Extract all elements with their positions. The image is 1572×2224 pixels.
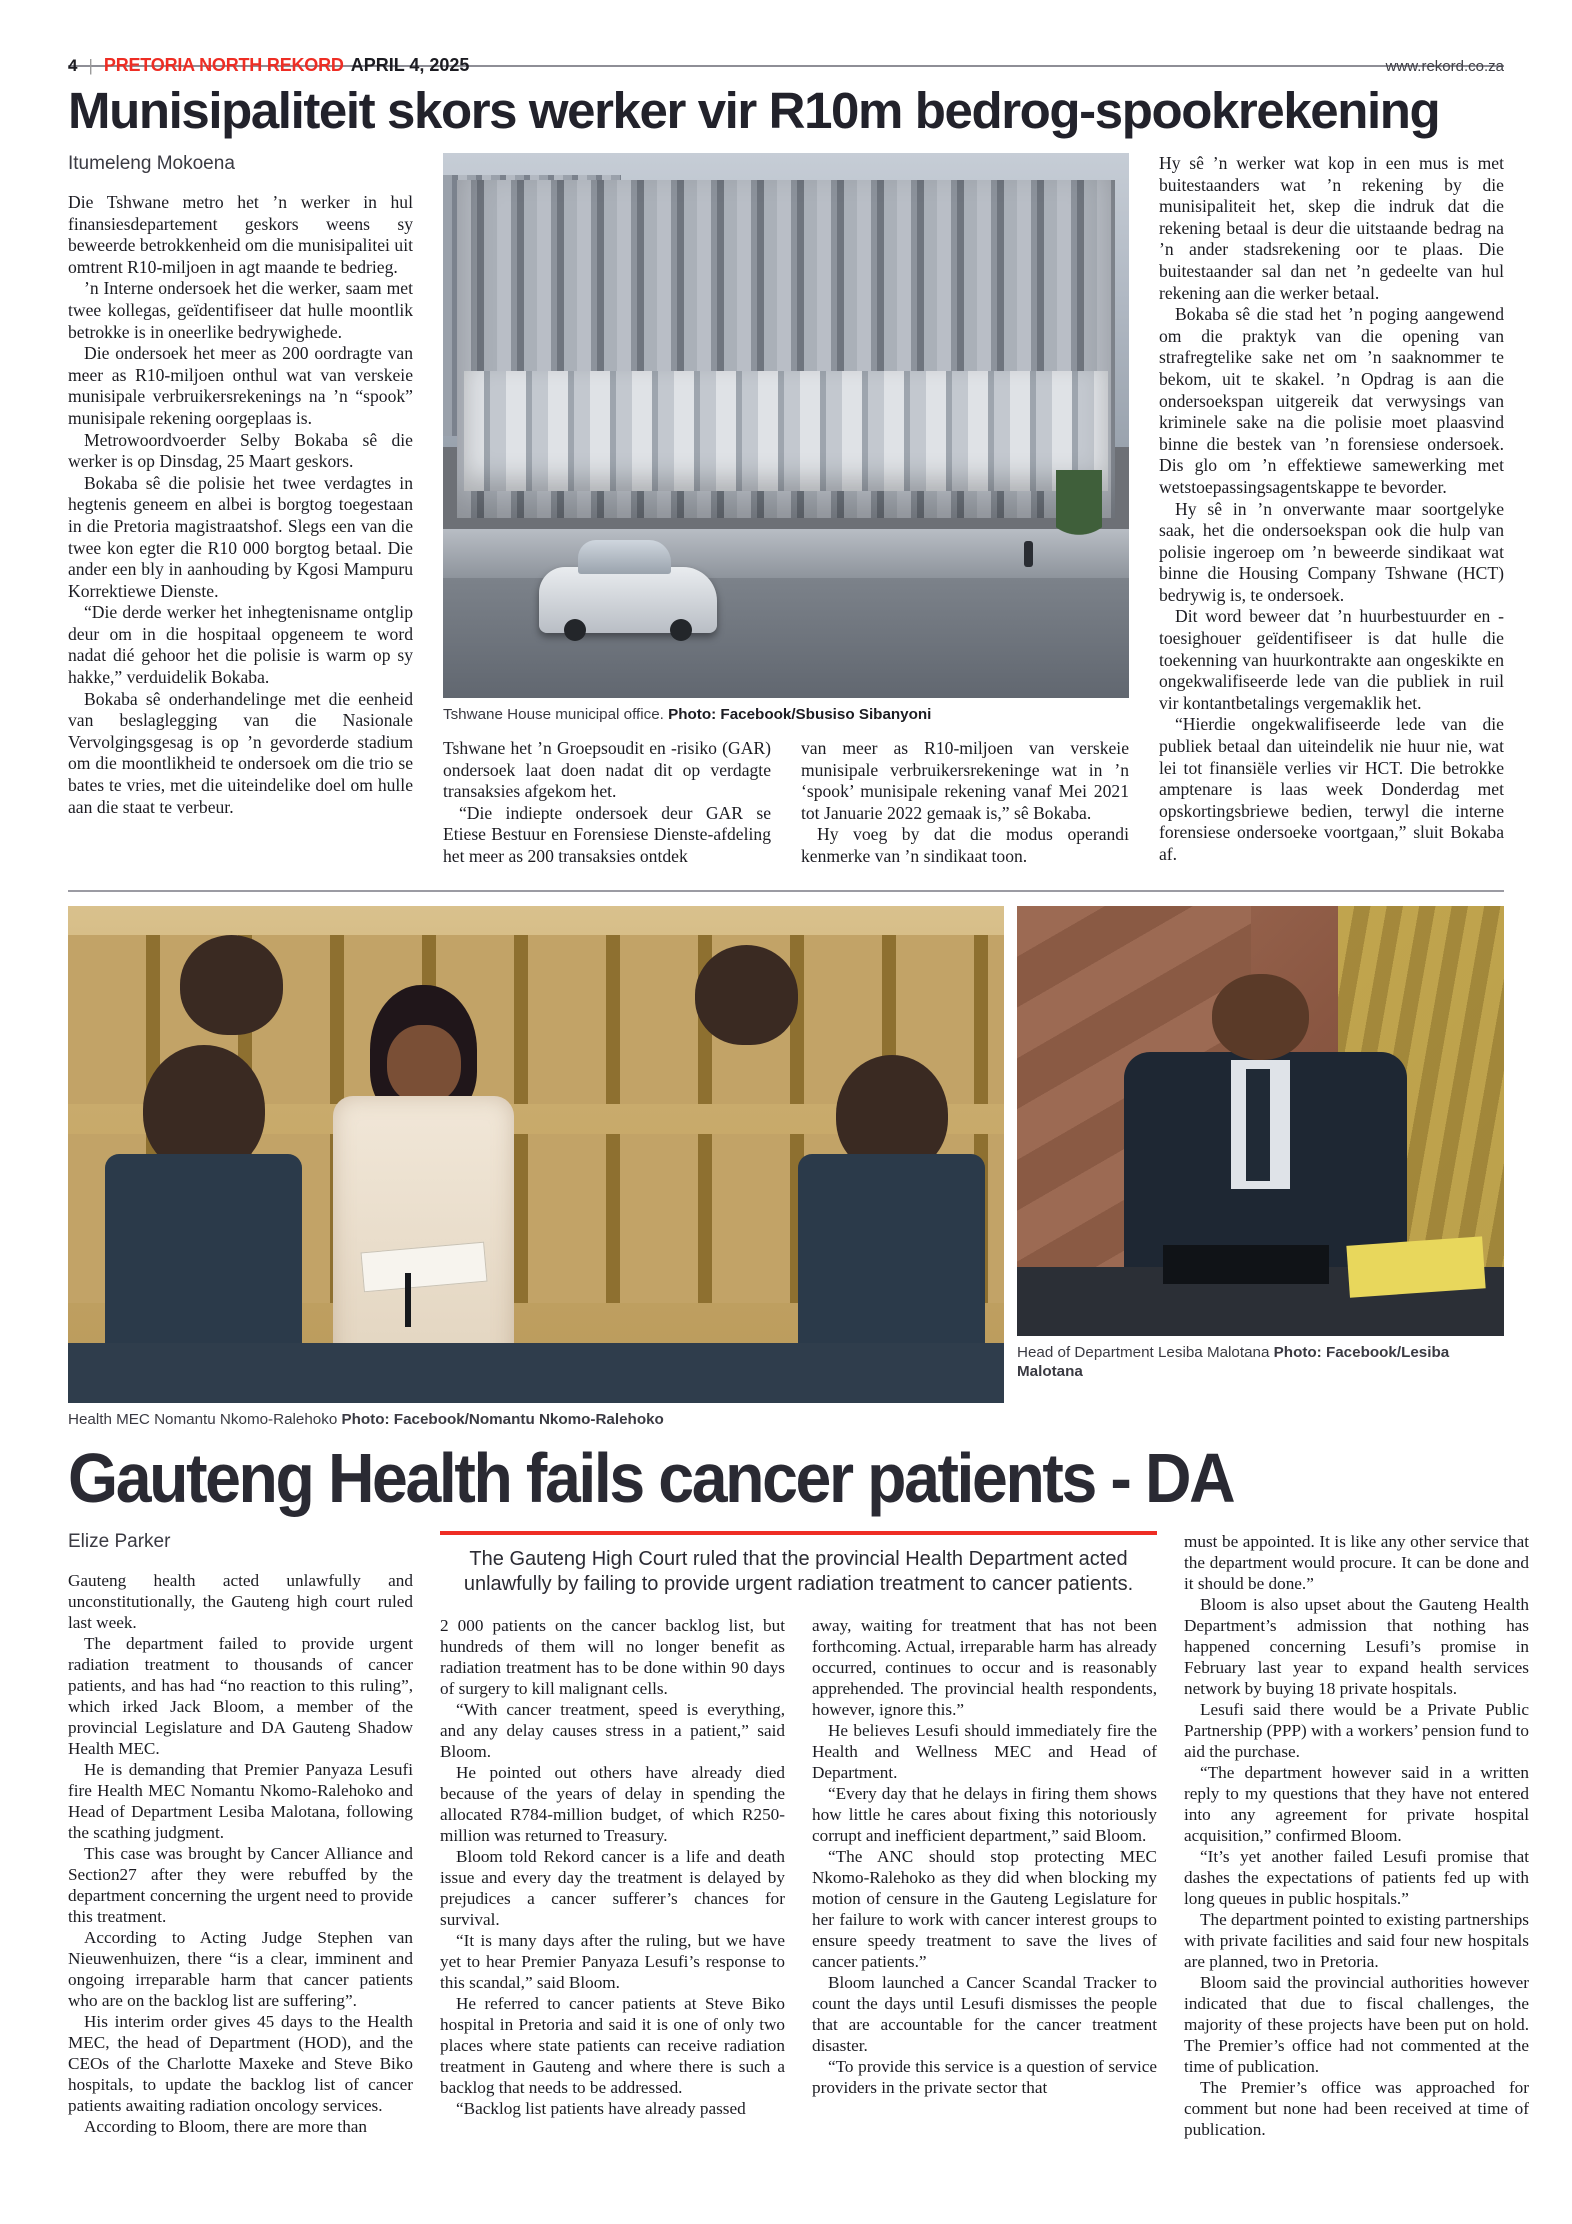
- paragraph: “With cancer treatment, speed is everything, and any delay causes stress in a patient,” said Bloom.: [440, 1699, 785, 1761]
- masthead: [68, 0, 1504, 75]
- paragraph: According to Acting Judge Stephen van Nieuwenhuizen, there “is a clear, imminent and ongoing irreparable harm that cancer patients who are on the backlog list are suffering”.: [68, 1927, 413, 2010]
- photo-delegate-back-right: [695, 945, 798, 1044]
- story2-photo-band: [68, 906, 1504, 1429]
- story1-col1-text: [68, 192, 413, 818]
- photo-car-wheel-right: [670, 619, 692, 641]
- paragraph: “Backlog list patients have already passed: [456, 2098, 746, 2118]
- paragraph: Bloom told Rekord cancer is a life and death issue and every day the treatment is delayed by prejudices a cancer sufferer’s chances for survival.: [440, 1846, 785, 1929]
- photoA-caption-text: Health MEC Nomantu Nkomo-Ralehoko: [68, 1410, 342, 1428]
- paragraph: He is demanding that Premier Panyaza Lesufi fire Health MEC Nomantu Nkomo-Ralehoko and Head of Department Lesiba Malotana, following the scathing judgment.: [68, 1759, 413, 1842]
- photo-colonnade: [464, 371, 1109, 491]
- paragraph: Bokaba sê die polisie het twee verdagtes in hegtenis geneem en albei is borgtog toegestaan in die Pretoria magistraatshof. Slegs een van die twee kon egter die R10 000 borgtog betaal. Die ander een bly in aanhouding by Kgosi Mampuru Korrektiewe Dienste.: [68, 472, 413, 601]
- paragraph: Dit word beweer dat ’n huurbestuurder en -toesighouer geïdentifiseer is dat hulle die toekenning van huurkontrakte aan ongeskikte en ongekwalifiseerde lede van die publiek in ruil vir kontantbetalings vergemaklik het.: [1159, 606, 1504, 713]
- photo-microphone: [405, 1273, 411, 1327]
- paragraph: Tshwane het ’n Groepsoudit en -risiko (GAR) ondersoek laat doen nadat dit op verdagte transaksies afgekom het.: [443, 738, 771, 802]
- paragraph: van meer as R10-miljoen van verskeie munisipale verbruikersrekeninge wat in ’n ‘spook’ munisipale rekening vanaf Mei 2021 tot Januarie 2022 gemaak is,” sê Bokaba.: [801, 738, 1129, 823]
- paragraph: “Hierdie ongekwalifiseerde lede van die publiek betaal dan uiteindelik nie huur nie, wat lei tot finansiële verlies vir HCT. Die betrokke amptenare is laas week Donderdag met opskortingsbriewe bedien, terwyl die interne forensiese ondersoeke voortgaan,” sluit Bokaba af.: [1159, 714, 1504, 864]
- deck-accent-rule: [440, 1531, 1157, 1535]
- story1-col3-text: [1159, 153, 1504, 866]
- paragraph: According to Bloom, there are more than: [84, 2116, 368, 2136]
- paragraph: “It is many days after the ruling, but we have yet to hear Premier Panyaza Lesufi’s response to this scandal,” said Bloom.: [440, 1930, 785, 1992]
- caption-credit: Photo: Facebook/Sbusiso Sibanyoni: [668, 706, 932, 723]
- paragraph: Bloom said the provincial authorities however indicated that due to fiscal challenges, the majority of these projects have been put on hold. The Premier’s office had not commented at the time of publication.: [1184, 1972, 1529, 2076]
- paragraph: Hy voeg by dat die modus operandi kenmerke van ’n sindikaat toon.: [801, 824, 1129, 866]
- story1-column-3: [1159, 153, 1504, 868]
- story2-col3-text: [812, 1615, 1157, 2119]
- story2-col1-text: [68, 1570, 413, 2137]
- story2-col2-text: [440, 1615, 785, 2119]
- paragraph: Gauteng health acted unlawfully and unconstitutionally, the Gauteng high court ruled last week.: [68, 1570, 413, 1632]
- paragraph: Die Tshwane metro het ’n werker in hul finansiesdepartement geskors weens sy beweerde betrokkenheid om die munisipalitei uit omtrent R10-miljoen in agt maande te bedrieg.: [68, 192, 413, 277]
- photoA-block: [68, 906, 1004, 1429]
- story2-deck-column: [440, 1531, 1157, 2140]
- story1-center: [443, 153, 1129, 868]
- paragraph: “The ANC should stop protecting MEC Nkomo-Ralehoko as they did when blocking my motion of censure in the Gauteng Legislature for her failure to work with cancer interest groups to ensure speedy treatment to save the lives of cancer patients.”: [812, 1846, 1157, 1971]
- paragraph: Bloom is also upset about the Gauteng Health Department’s admission that nothing has happened concerning Lesufi’s promise in February last year to expand health services network by buying 18 private hospitals.: [1184, 1594, 1529, 1698]
- photoA-caption: [68, 1410, 1004, 1429]
- story2-layout: [68, 1530, 1529, 2140]
- paragraph: Hy sê in ’n onverwante maar soortgelyke saak, het die ondersoekspan ook die hulp van polisie ingeroep om ’n beweerde sindikaat wat binne die Housing Company Tshwane (HCT) bedrywig is, te ondersoek.: [1159, 498, 1504, 605]
- paragraph: The Premier’s office was approached for comment but none had been received at time of publication.: [1184, 2077, 1529, 2139]
- website-url[interactable]: www.rekord.co.za: [1385, 58, 1504, 75]
- paragraph: ’n Interne ondersoek het die werker, saam met twee kollegas, geïdentifiseer dat hulle moontlik betrokke is in oneerlike bedrywighede.: [68, 278, 413, 342]
- story1-substory: [443, 738, 1129, 868]
- paragraph: “Die derde werker het inhegtenisname ontglip deur om in die hospitaal opgeneem te word nadat dié gehoor het die polisie is warm op sy hakke,” verduidelik Bokaba.: [68, 602, 413, 688]
- paragraph: away, waiting for treatment that has not been forthcoming. Actual, irreparable harm has already occurred, continues to occur and is reasonably apprehended. The provincial health respondents, however, ignore this.”: [812, 1615, 1157, 1719]
- photo-speaker-dress: [333, 1096, 514, 1382]
- paragraph: “To provide this service is a question of service providers in the private sector that: [812, 2056, 1157, 2097]
- story1-headline: Munisipaliteit skors werker vir R10m bedrog-spookrekening: [68, 82, 1440, 139]
- paragraph: He pointed out others have already died because of the years of delay in spending the allocated R784-million budget, of which R250-million was returned to Treasury.: [440, 1762, 785, 1845]
- paragraph: “It’s yet another failed Lesufi promise that dashes the expectations of patients fed up with long queues in public hospitals.”: [1184, 1846, 1529, 1908]
- publication-date: APRIL 4, 2025: [350, 55, 470, 75]
- paragraph: Bokaba sê onderhandelinge met die eenheid van beslaglegging van die Nasionale Vervolgingsgesag is op ’n gevorderde stadium om die moontlikheid te ondersoek om die trio se bates te vries, met die uiteindelike doel om hulle aan die staat te verbeur.: [68, 688, 413, 817]
- photoB-block: [1017, 906, 1504, 1429]
- paragraph: Bloom launched a Cancer Scandal Tracker to count the days until Lesufi dismisses the people that are accountable for the cancer treatment disaster.: [812, 1972, 1157, 2055]
- section-divider: [68, 890, 1504, 892]
- story1-sub-col-left: [443, 738, 771, 868]
- photoB-caption-credit: Photo: Facebook/Lesiba Malotana: [1017, 1343, 1450, 1380]
- story1-photo-wrap: [443, 153, 1129, 698]
- story2-column-1: [68, 1531, 413, 2140]
- photo-delegate-back-left: [180, 935, 283, 1034]
- photo-car: [539, 567, 717, 632]
- paragraph: must be appointed. It is like any other service that the department would procure. It can be done and it should be done.”: [1184, 1531, 1529, 1593]
- paragraph: “Die indiepte ondersoek deur GAR se Etiese Bestuur en Forensiese Dienste-afdeling het meer as 200 transaksies ontdek: [443, 802, 771, 866]
- paragraph: The department failed to provide urgent radiation treatment to thousands of cancer patients, and has had “no reaction to this ruling”, which irked Jack Bloom, a member of the provincial Legislature and DA Gauteng Shadow Health MEC.: [68, 1633, 413, 1758]
- photoB-caption: [1017, 1343, 1504, 1381]
- story2-headline: Gauteng Health fails cancer patients - DA: [68, 1438, 1234, 1517]
- paragraph: Lesufi said there would be a Private Public Partnership (PPP) with a workers’ pension fund to aid the purchase.: [1184, 1699, 1529, 1761]
- photoB-head: [1212, 974, 1309, 1060]
- photoB-caption-text: Head of Department Lesiba Malotana: [1017, 1343, 1274, 1361]
- paragraph: “Every day that he delays in firing them shows how little he cares about fixing this notoriously corrupt and inefficient department,” said Bloom.: [812, 1783, 1157, 1845]
- photoB-tie: [1246, 1069, 1270, 1181]
- photo-pedestrian: [1024, 541, 1033, 567]
- story2-deck: The Gauteng High Court ruled that the provincial Health Department acted unlawfully by failing to provide urgent radiation treatment to cancer patients.: [463, 1547, 1134, 1595]
- paragraph: “The department however said in a written reply to my questions that they have not entered into any agreement for private hospital acquisition,” confirmed Bloom.: [1184, 1762, 1529, 1845]
- story1-photo-caption: [443, 705, 1129, 724]
- story1-byline: Itumeleng Mokoena: [68, 153, 235, 174]
- story1-sub-col-right: [801, 738, 1129, 868]
- story2-byline: Elize Parker: [68, 1530, 171, 1552]
- photo-desk: [68, 1343, 1004, 1403]
- caption-text: Tshwane House municipal office.: [443, 706, 669, 723]
- tshwane-house-photo: [443, 153, 1129, 698]
- story1-layout: [68, 153, 1504, 868]
- paragraph: Hy sê ’n werker wat kop in een mus is met buitestaanders wat ’n rekening by die munisipaliteit het, skep die indruk dat die rekening betaal is deur die uitstaande bedrag na ’n ander stadsrekening oor te plaas. Die buitestaander sal dan net ’n gedeelte van hul rekening aan die werker betaal.: [1159, 153, 1504, 303]
- story2-column-4: [1184, 1531, 1529, 2140]
- publication-title: PRETORIA NORTH REKORD: [103, 55, 344, 75]
- paragraph: Bokaba sê die stad het ’n poging aangewend om die praktyk van die opening van strafregtelike sake net om ’n saaknommer te bekom, uit te skakel. ’n Opdrag is aan die ondersoekspan uitgereik dat verwysings van kriminele sake na die polisie moet plaasvind binne die bestek van ’n forensiese ondersoek. Dis glo om ’n effektiewe samewerking met wetstoepassingsagentskappe te bevorder.: [1159, 304, 1504, 497]
- paragraph: Die ondersoek het meer as 200 oordragte van meer as R10-miljoen onthul wat van verskeie munisipale verbruikersrekenings na ’n “spook” munisipale rekening oorgeplaas is.: [68, 343, 413, 428]
- paragraph: He referred to cancer patients at Steve Biko hospital in Pretoria and said it is one of only two places where state patients can receive radiation treatment in Gauteng and where there is such a backlog that needs to be addressed.: [440, 1993, 785, 2097]
- photoA-caption-credit: Photo: Facebook/Nomantu Nkomo-Ralehoko: [341, 1410, 664, 1428]
- head-of-department-photo: [1017, 906, 1504, 1336]
- paragraph: 2 000 patients on the cancer backlog list, but hundreds of them will no longer benefit as radiation treatment has to be done within 90 days of surgery to kill malignant cells.: [440, 1615, 785, 1698]
- paragraph: This case was brought by Cancer Alliance and Section27 after they were rebuffed by the department concerning the urgent need to provide this treatment.: [68, 1843, 413, 1926]
- masthead-separator: |: [88, 56, 93, 75]
- photo-speaker: [321, 985, 527, 1383]
- photo-tree: [1056, 470, 1102, 556]
- photo-car-wheel-left: [564, 619, 586, 641]
- health-mec-photo: [68, 906, 1004, 1403]
- paragraph: The department pointed to existing partnerships with private facilities and said four new hospitals are planned, two in Pretoria.: [1184, 1909, 1529, 1971]
- page-number: 4: [68, 56, 78, 75]
- photo-speaker-face: [387, 1025, 461, 1105]
- paragraph: He believes Lesufi should immediately fire the Health and Wellness MEC and Head of Department.: [812, 1720, 1157, 1782]
- photoB-document: [1347, 1236, 1487, 1297]
- paragraph: His interim order gives 45 days to the Health MEC, the head of Department (HOD), and the CEOs of the Charlotte Maxeke and Steve Biko hospitals, to update the backlog list of cancer patients awaiting radiation oncology services.: [68, 2011, 413, 2115]
- story2-deck-body: [440, 1615, 1157, 2119]
- story2-col4-text: [1184, 1531, 1529, 2140]
- story1-column-1: [68, 153, 413, 868]
- photoB-laptop: [1163, 1245, 1329, 1284]
- paragraph: Metrowoordvoerder Selby Bokaba sê die werker is op Dinsdag, 25 Maart geskors.: [68, 429, 413, 472]
